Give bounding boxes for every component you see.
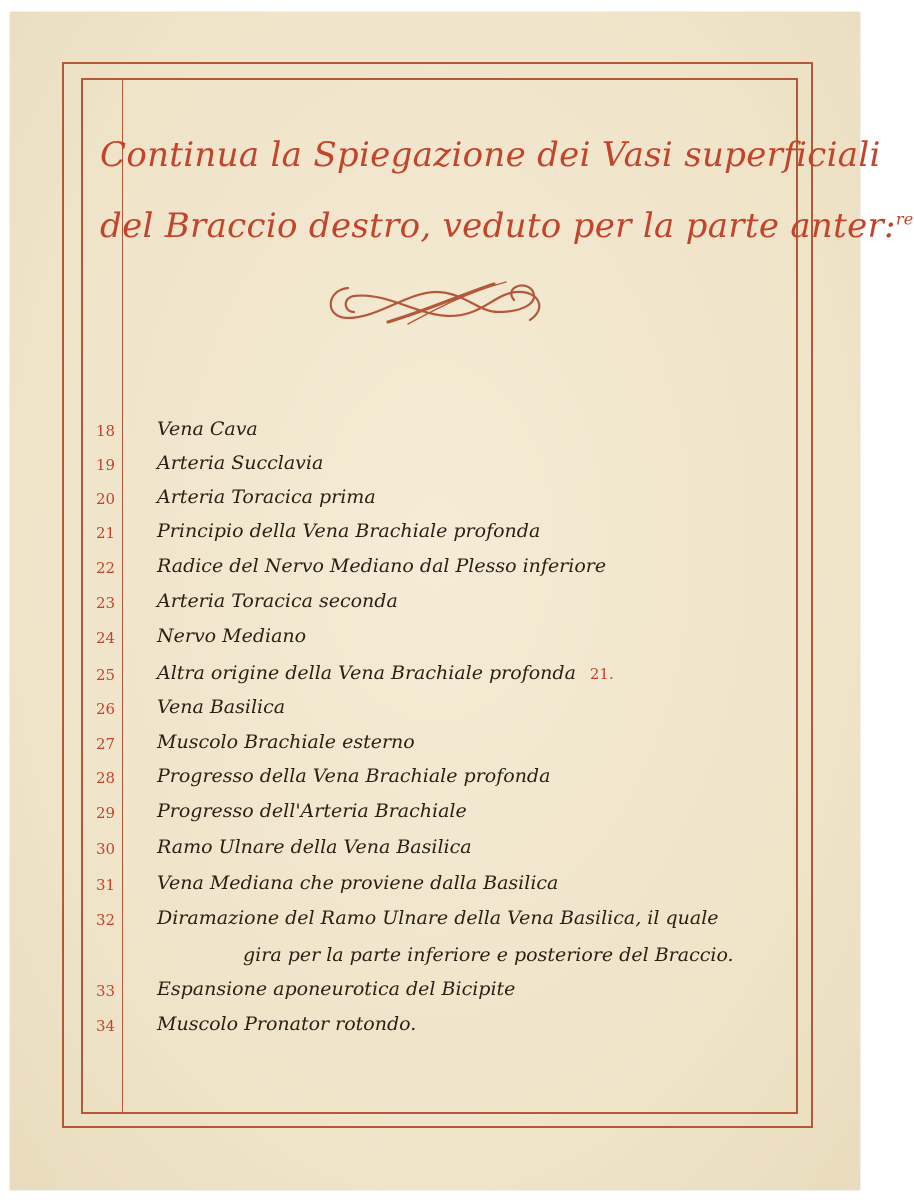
entry-text	[157, 978, 515, 1000]
entry-text	[157, 555, 606, 577]
entry-label: Vena Basilica	[157, 696, 286, 718]
entry-text	[157, 662, 614, 684]
entry-label: Arteria Toracica prima	[157, 486, 376, 508]
entry-number: 33	[96, 982, 116, 1000]
entry-number: 27	[96, 735, 116, 753]
entry-text	[157, 590, 398, 612]
entry-label: Radice del Nervo Mediano dal Plesso inferiore	[157, 555, 607, 577]
entry-text	[157, 731, 415, 753]
entry-label: Altra origine della Vena Brachiale profonda	[157, 662, 576, 684]
heading-line-2	[100, 206, 914, 246]
entry-text	[157, 452, 323, 474]
entry-text	[157, 1013, 416, 1035]
entry-label: Progresso dell'Arteria Brachiale	[157, 800, 467, 822]
entry-number: 22	[96, 559, 116, 577]
heading-line-1: Continua la Spiegazione dei Vasi superficiali	[100, 135, 881, 175]
entry-number: 31	[96, 876, 116, 894]
entry-cross-reference: 21.	[589, 665, 614, 683]
entry-label: Ramo Ulnare della Vena Basilica	[157, 836, 472, 858]
entry-number: 21	[96, 524, 116, 542]
entry-label: Nervo Mediano	[157, 625, 307, 647]
entry-number: 23	[96, 594, 116, 612]
entry-text	[157, 872, 558, 894]
heading-line-2-text: del Braccio destro, veduto per la parte anter:	[100, 206, 896, 246]
entry-label: Espansione aponeurotica del Bicipite	[157, 978, 516, 1000]
entry-continuation: gira per la parte inferiore e posteriore del Braccio.	[243, 944, 734, 966]
entry-number: 30	[96, 840, 116, 858]
entry-number: 26	[96, 700, 116, 718]
entry-label: Arteria Succlavia	[157, 452, 324, 474]
entry-text	[157, 907, 719, 929]
entry-number: 20	[96, 490, 116, 508]
entry-text	[157, 625, 306, 647]
entry-number: 32	[96, 911, 116, 929]
entry-number: 25	[96, 666, 116, 684]
heading-superscript: re	[895, 209, 914, 229]
entry-label: Arteria Toracica seconda	[157, 590, 398, 612]
entry-text	[157, 696, 285, 718]
entry-number: 18	[96, 422, 116, 440]
entry-number: 19	[96, 456, 116, 474]
entry-label: Progresso della Vena Brachiale profonda	[157, 765, 551, 787]
entry-text	[157, 836, 472, 858]
entry-text	[157, 800, 467, 822]
entry-label: Diramazione del Ramo Ulnare della Vena Basilica, il quale	[157, 907, 719, 929]
calligraphic-flourish	[318, 272, 550, 334]
entry-text	[157, 486, 376, 508]
entry-label: Vena Mediana che proviene dalla Basilica	[157, 872, 559, 894]
entry-text	[157, 418, 258, 440]
entry-label: Principio della Vena Brachiale profonda	[157, 520, 541, 542]
entry-number: 28	[96, 769, 116, 787]
entry-number: 29	[96, 804, 116, 822]
entry-number: 34	[96, 1017, 116, 1035]
entry-label: Vena Cava	[157, 418, 258, 440]
entry-label: Muscolo Brachiale esterno	[157, 731, 415, 753]
entry-text	[157, 765, 550, 787]
entry-label: Muscolo Pronator rotondo.	[157, 1013, 417, 1035]
entry-number: 24	[96, 629, 116, 647]
entry-text	[157, 520, 540, 542]
